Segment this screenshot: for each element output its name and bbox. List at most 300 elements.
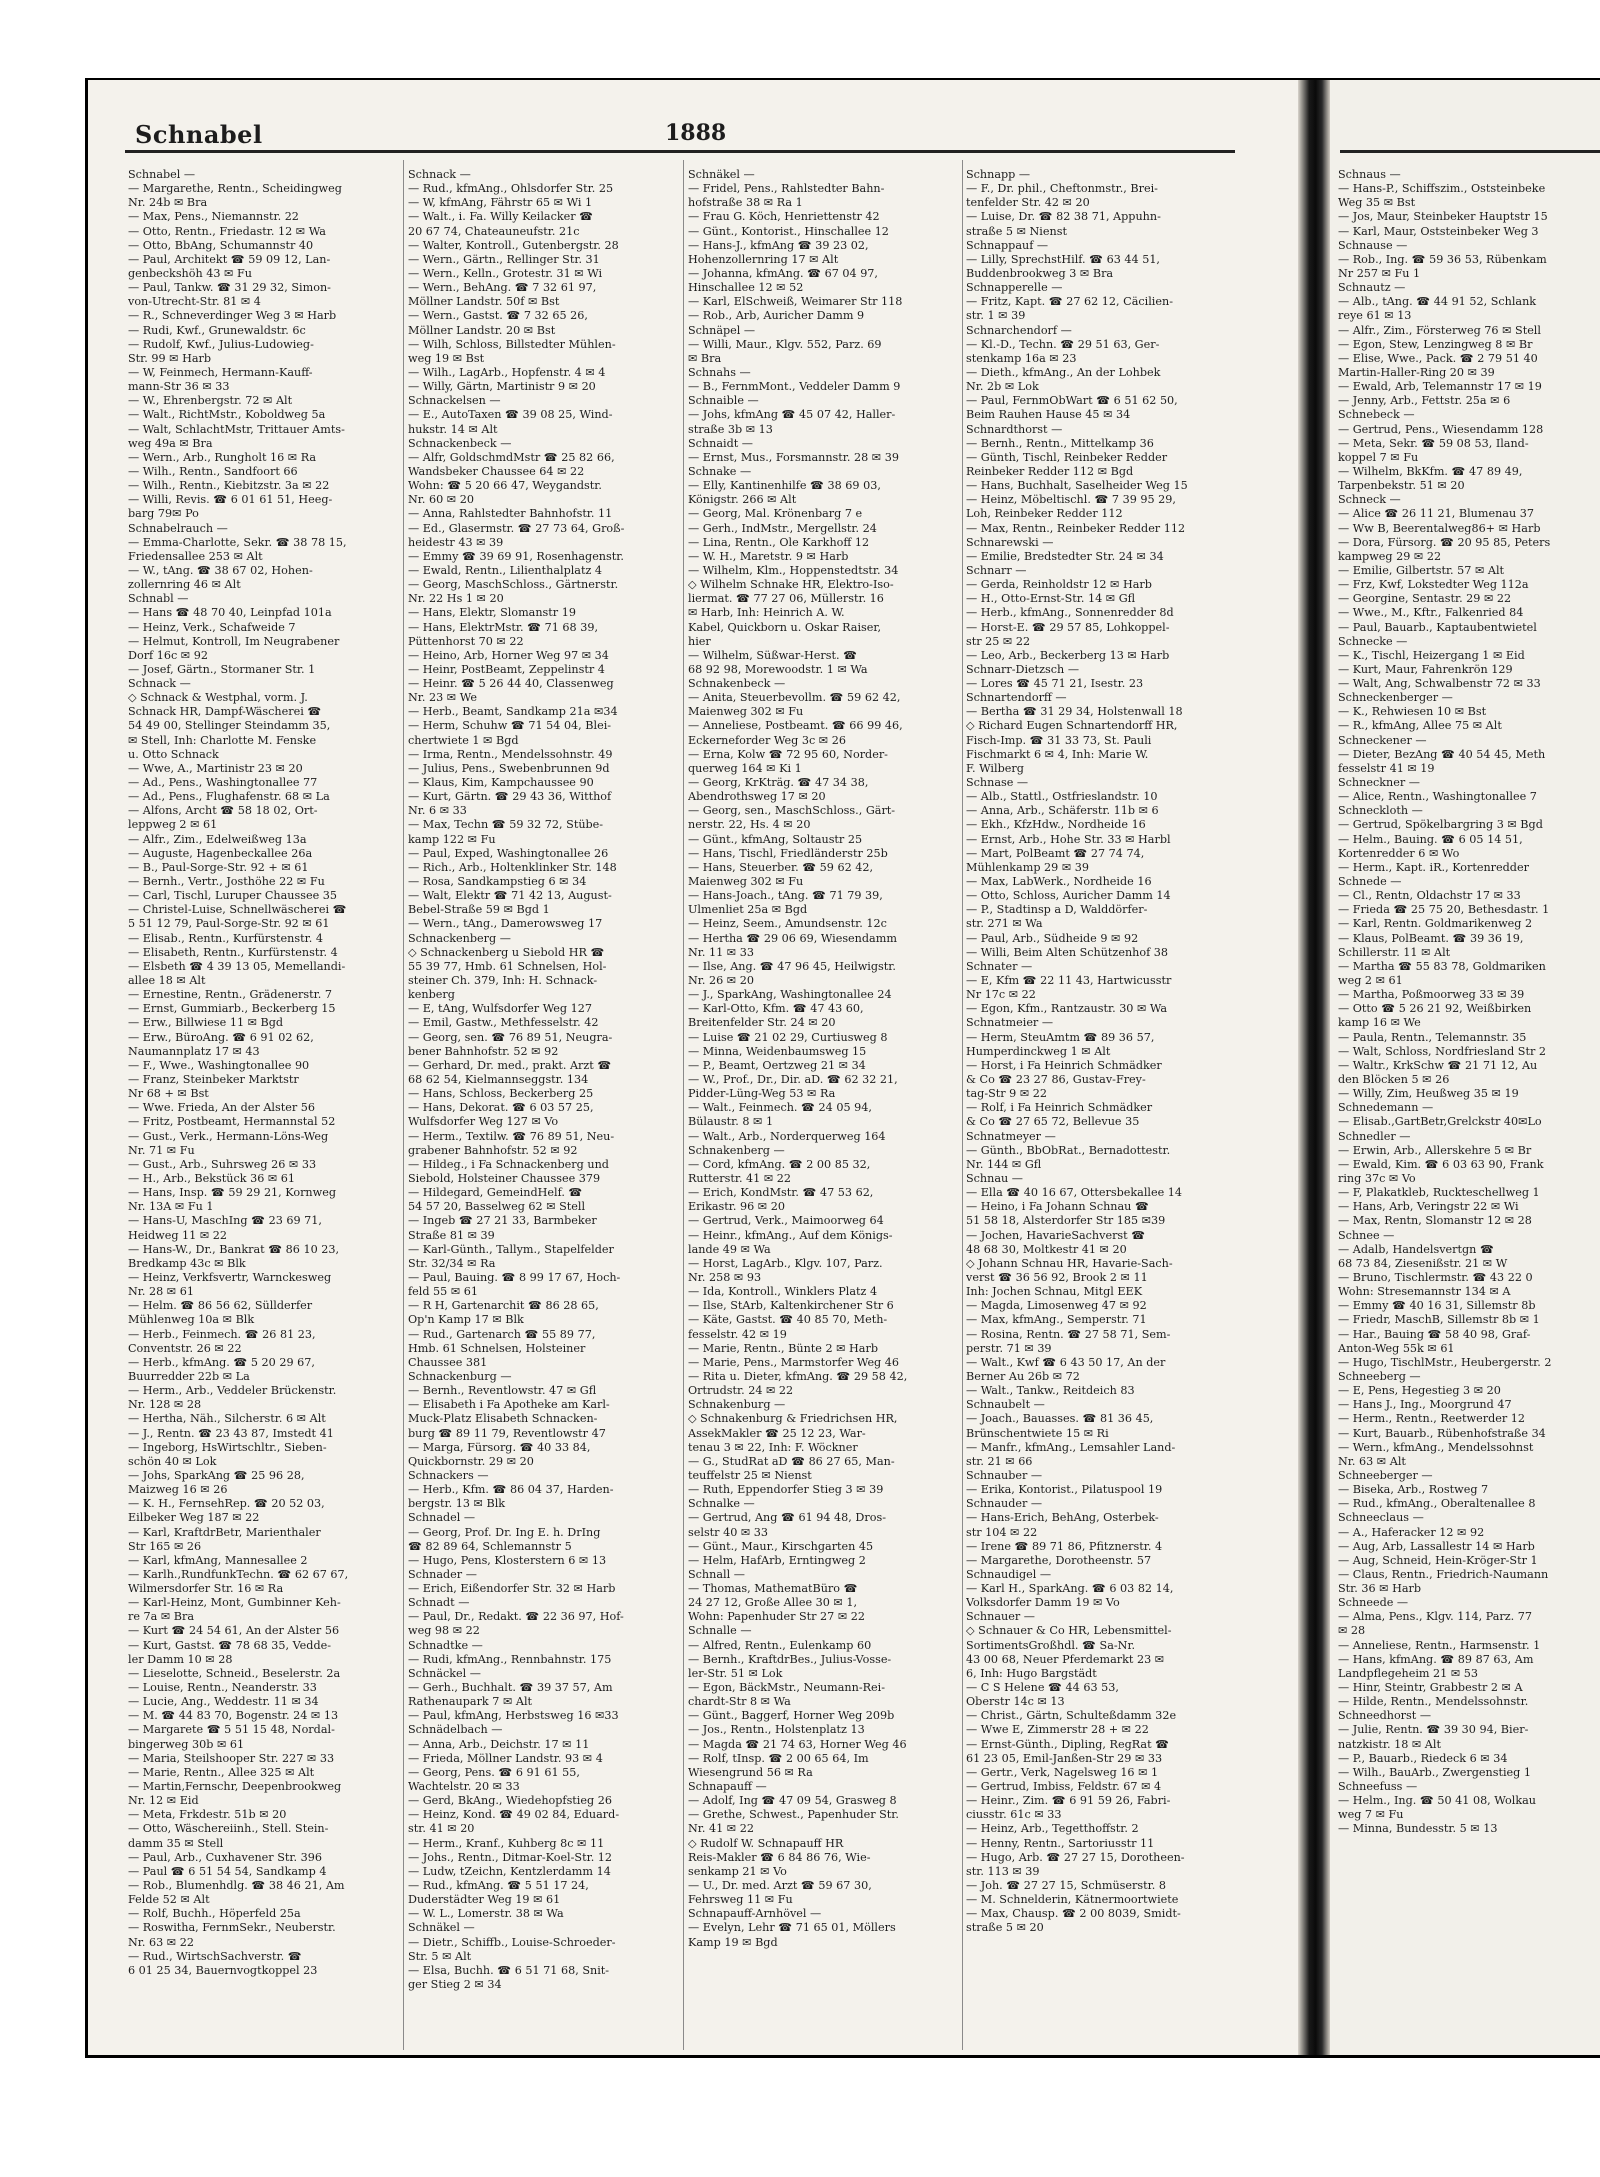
directory-line: — Heinr, PostBeamt, Zeppelinstr 4 [408,662,605,676]
directory-line: — Jochen, HavarieSachverst ☎ [966,1228,1146,1242]
directory-line: chertwiete 1 ✉ Bgd [408,733,519,747]
directory-line: — Marie, Pens., Marmstorfer Weg 46 [688,1355,900,1369]
directory-line: — Ruth, Eppendorfer Stieg 3 ✉ 39 [688,1483,884,1497]
directory-line: — Egon, Kfm., Rantzaustr. 30 ✉ Wa [966,1002,1168,1016]
directory-line: — Ernst, Mus., Forsmannstr. 28 ✉ 39 [688,450,899,464]
directory-line: — Kl.-D., Techn. ☎ 29 51 63, Ger- [966,337,1160,351]
directory-line: Schnadel — [408,1511,476,1525]
directory-line: — Wwe. Frieda, An der Alster 56 [128,1101,315,1115]
directory-line: — E., AutoTaxen ☎ 39 08 25, Wind- [408,408,613,422]
directory-line: Conventstr. 26 ✉ 22 [128,1341,242,1355]
directory-line: — Willi, Beim Alten Schützenhof 38 [966,945,1169,959]
directory-line: — Alfr., Zim., Edelweißweg 13a [128,832,307,846]
directory-line: Chaussee 381 [408,1355,488,1369]
directory-line: tag-Str 9 ✉ 22 [966,1087,1048,1101]
directory-line: — Emil, Gastw., Methfesselstr. 42 [408,1016,599,1030]
directory-line: — Marga, Fürsorg. ☎ 40 33 84, [408,1440,591,1454]
directory-line: — F., Dr. phil., Cheftonmstr., Brei- [966,182,1158,196]
directory-column-1 [128,168,400,1978]
directory-line: — H., Arb., Bekstück 36 ✉ 61 [128,1171,296,1185]
directory-line: teuffelstr 25 ✉ Nienst [688,1468,812,1482]
directory-line: ◇ Schnack & Westphal, vorm. J. [128,691,308,705]
directory-line: — Alfr, GoldschmdMstr ☎ 25 82 66, [408,450,615,464]
directory-line: — Heinz, Möbeltischl. ☎ 7 39 95 29, [966,493,1176,507]
directory-line: Martin-Haller-Ring 20 ✉ 39 [1338,365,1495,379]
directory-line: ◇ Wilhelm Schnake HR, Elektro-Iso- [688,578,894,592]
directory-line: — Heinr., kfmAng., Auf dem Königs- [688,1228,893,1242]
directory-line: Schnarr-Dietzsch — [966,662,1080,676]
directory-line: Schnauder — [966,1497,1043,1511]
directory-line: AssekMakler ☎ 25 12 23, War- [688,1426,866,1440]
directory-line: Mühlenkamp 29 ✉ 39 [966,860,1090,874]
directory-line: — Hinr, Steintr, Grabbestr 2 ✉ A [1338,1681,1523,1695]
directory-line: — Hans-U, MaschIng ☎ 23 69 71, [128,1214,322,1228]
directory-line: Schnahs — [688,365,751,379]
directory-line: Berner Au 26b ✉ 72 [966,1369,1080,1383]
directory-line: weg 19 ✉ Bst [408,351,485,365]
directory-line: Schnäkel — [408,1921,475,1935]
directory-line: Schneede — [1338,1596,1409,1610]
directory-line: Weg 35 ✉ Bst [1338,196,1416,210]
directory-line: — W, Feinmech, Hermann-Kauff- [128,365,313,379]
directory-line: querweg 164 ✉ Ki 1 [688,761,802,775]
directory-line: Str 165 ✉ 26 [128,1539,202,1553]
directory-line: — Anna, Rahlstedter Bahnhofstr. 11 [408,507,613,521]
directory-line: — Wern., Kelln., Grotestr. 31 ✉ Wi [408,266,603,280]
directory-line: 68 92 98, Morewoodstr. 1 ✉ Wa [688,662,868,676]
directory-line: — Willy, Zim, Heußweg 35 ✉ 19 [1338,1087,1519,1101]
directory-line: — Emilie, Gilbertstr. 57 ✉ Alt [1338,563,1505,577]
directory-line: F. Wilberg [966,761,1024,775]
directory-line: — Anneliese, Postbeamt. ☎ 66 99 46, [688,719,903,733]
directory-line: Schnakenberg — [688,1143,785,1157]
directory-line: Wohn: ☎ 5 20 66 47, Weygandstr. [408,479,602,493]
directory-line: ◇ Schnakenburg & Friedrichsen HR, [688,1412,898,1426]
directory-line: Maienweg 302 ✉ Fu [688,705,804,719]
directory-column-3 [688,168,960,1950]
directory-line: — C S Helene ☎ 44 63 53, [966,1681,1119,1695]
directory-line: — Willi, Revis. ☎ 6 01 61 51, Heeg- [128,493,333,507]
directory-line: Schneeberger — [1338,1468,1433,1482]
directory-line: selstr 40 ✉ 33 [688,1525,769,1539]
directory-line: — Maria, Steilshooper Str. 227 ✉ 33 [128,1751,335,1765]
directory-line: — W., Ehrenbergstr. 72 ✉ Alt [128,394,293,408]
page-number: 1888 [665,120,727,146]
directory-line: Schnau — [966,1171,1023,1185]
directory-line: Schnapperelle — [966,281,1063,295]
directory-line: — Rud., kfmAng., Oberaltenallee 8 [1338,1497,1536,1511]
directory-line: Schnaidt — [688,436,753,450]
directory-line: — Karl, ElSchweiß, Weimarer Str 118 [688,295,903,309]
directory-line: Schnabl — [128,592,189,606]
directory-line: Nr. 128 ✉ 28 [128,1398,202,1412]
directory-line: Schnedler — [1338,1129,1411,1143]
directory-line: — Gerhard, Dr. med., prakt. Arzt ☎ [408,1058,612,1072]
directory-line: — Anna, Arb., Schäferstr. 11b ✉ 6 [966,804,1159,818]
directory-line: kenberg [408,988,455,1002]
directory-column-2 [408,168,680,1992]
directory-line: — Rich., Arb., Holtenklinker Str. 148 [408,860,617,874]
directory-line: — Ella ☎ 40 16 67, Ottersbekallee 14 [966,1186,1183,1200]
directory-line: — Gerh., Buchhalt. ☎ 39 37 57, Am [408,1681,613,1695]
directory-line: — Meta, Frkdestr. 51b ✉ 20 [128,1808,287,1822]
directory-line: hier [688,634,711,648]
directory-line: — Gerda, Reinholdstr 12 ✉ Harb [966,578,1152,592]
directory-line: natzkistr. 18 ✉ Alt [1338,1737,1441,1751]
directory-line: — Erna, Kolw ☎ 72 95 60, Norder- [688,747,888,761]
directory-line: bingerweg 30b ✉ 61 [128,1737,245,1751]
directory-line: — B., Paul-Sorge-Str. 92 + ✉ 61 [128,860,309,874]
directory-line: — Georg, MaschSchloss., Gärtnerstr. [408,578,619,592]
directory-line: — E, Kfm ☎ 22 11 43, Hartwicusstr [966,974,1172,988]
directory-line: Nr. 23 ✉ We [408,691,477,705]
directory-line: Wachtelstr. 20 ✉ 33 [408,1780,520,1794]
directory-line: — Kurt, Gastst. ☎ 78 68 35, Vedde- [128,1638,332,1652]
directory-line: Wilmersdorfer Str. 16 ✉ Ra [128,1582,284,1596]
column-divider [403,160,404,2050]
directory-line: — Heinr., Zim. ☎ 6 91 59 26, Fabri- [966,1794,1171,1808]
directory-line: — Paul, Tankw. ☎ 31 29 32, Simon- [128,281,331,295]
directory-line: — R., Schneverdinger Weg 3 ✉ Harb [128,309,337,323]
directory-line: — Egon, BäckMstr., Neumann-Rei- [688,1681,886,1695]
directory-line: Schnartendorff — [966,691,1067,705]
directory-line: — Walt., RichtMstr., Koboldweg 5a [128,408,326,422]
directory-line: — Walter, Kontroll., Gutenbergstr. 28 [408,238,619,252]
directory-line: — Biseka, Arb., Rostweg 7 [1338,1483,1489,1497]
directory-line: — Erwin, Arb., Allerskehre 5 ✉ Br [1338,1143,1532,1157]
directory-line: — Rolf, tInsp. ☎ 2 00 65 64, Im [688,1751,869,1765]
directory-line: 54 49 00, Stellinger Steindamm 35, [128,719,331,733]
directory-line: Schnappauf — [966,238,1049,252]
directory-line: — Roswitha, FernmSekr., Neuberstr. [128,1921,336,1935]
directory-line: Kabel, Quickborn u. Oskar Raiser, [688,620,882,634]
directory-line: — Johs, kfmAng ☎ 45 07 42, Haller- [688,408,896,422]
directory-line: ✉ Harb, Inh: Heinrich A. W. [688,606,845,620]
directory-line: Schnautz — [1338,281,1406,295]
directory-line: Schnause — [1338,238,1408,252]
directory-line: — Max, kfmAng., Semperstr. 71 [966,1313,1147,1327]
directory-line: — Kurt ☎ 24 54 61, An der Alster 56 [128,1624,340,1638]
directory-line: — Heino, Arb, Horner Weg 97 ✉ 34 [408,648,609,662]
directory-line: — Erich, Eißendorfer Str. 32 ✉ Harb [408,1582,616,1596]
directory-line: — Alfr., Zim., Försterweg 76 ✉ Stell [1338,323,1541,337]
directory-line: ring 37c ✉ Vo [1338,1171,1416,1185]
directory-line: — Georg, Mal. Krönenbarg 7 e [688,507,863,521]
directory-line: Wandsbeker Chaussee 64 ✉ 22 [408,464,585,478]
directory-line: str 25 ✉ 22 [966,634,1031,648]
directory-line: Friedensallee 253 ✉ Alt [128,549,263,563]
directory-line: — Ilse, Ang. ☎ 47 96 45, Heilwigstr. [688,959,896,973]
directory-line: — Rosina, Rentn. ☎ 27 58 71, Sem- [966,1327,1171,1341]
directory-line: — Kurt, Bauarb., Rübenhofstraße 34 [1338,1426,1546,1440]
directory-line: — Herm., Textilw. ☎ 76 89 51, Neu- [408,1129,615,1143]
directory-line: grabener Bahnhofstr. 52 ✉ 92 [408,1143,578,1157]
directory-line: — Karl, Maur, Oststeinbeker Weg 3 [1338,224,1539,238]
directory-line: straße 3b ✉ 13 [688,422,773,436]
directory-line: 48 68 30, Moltkestr 41 ✉ 20 [966,1242,1127,1256]
directory-line: Wulfsdorfer Weg 127 ✉ Vo [408,1115,559,1129]
directory-line: Abendrothsweg 17 ✉ 20 [688,790,826,804]
column-divider [683,160,684,2050]
directory-line: — Lieselotte, Schneid., Beselerstr. 2a [128,1666,341,1680]
directory-line: SortimentsGroßhdl. ☎ Sa-Nr. [966,1638,1136,1652]
directory-line: — Hertha ☎ 29 06 69, Wiesendamm [688,931,897,945]
directory-line: — Rob., Arb, Auricher Damm 9 [688,309,865,323]
directory-line: — Georg, sen., MaschSchloss., Gärt- [688,804,896,818]
directory-line: Fehrsweg 11 ✉ Fu [688,1893,793,1907]
directory-line: — Hugo, Arb. ☎ 27 27 15, Dorotheen- [966,1850,1185,1864]
directory-line: — Horst, LagArb., Klgv. 107, Parz. [688,1256,883,1270]
directory-line: — Leo, Arb., Beckerberg 13 ✉ Harb [966,648,1170,662]
directory-line: — Joach., Bauasses. ☎ 81 36 45, [966,1412,1154,1426]
directory-line: — Julius, Pens., Swebenbrunnen 9d [408,761,610,775]
directory-line: Schnapp — [966,168,1031,181]
directory-line: — Paul, Dr., Redakt. ☎ 22 36 97, Hof- [408,1610,624,1624]
directory-line: Pidder-Lüng-Weg 53 ✉ Ra [688,1087,836,1101]
directory-line: ☎ 82 89 64, Schlemannstr 5 [408,1539,572,1553]
directory-line: — Günt., Kontorist., Hinschallee 12 [688,224,889,238]
directory-line: — Herb., Feinmech. ☎ 26 81 23, [128,1327,316,1341]
directory-line: — Paul, Bauing. ☎ 8 99 17 67, Hoch- [408,1270,621,1284]
directory-line: — Elisabeth, Rentn., Kurfürstenstr. 4 [128,945,338,959]
directory-line: — Günt., Baggerf, Horner Weg 209b [688,1709,895,1723]
directory-line: bergstr. 13 ✉ Blk [408,1497,506,1511]
directory-line: Schneeberg — [1338,1369,1421,1383]
directory-line: — Elsbeth ☎ 4 39 13 05, Memellandi- [128,959,346,973]
directory-line: Anton-Weg 55k ✉ 61 [1338,1341,1455,1355]
directory-line: Schnauer — [966,1610,1035,1624]
directory-line: — Grethe, Schwest., Papenhuder Str. [688,1808,899,1822]
directory-line: — Hans, Arb, Veringstr 22 ✉ Wi [1338,1200,1519,1214]
directory-line: — F, Plakatkleb, Ruckteschellweg 1 [1338,1186,1540,1200]
directory-line: fesselstr 41 ✉ 19 [1338,761,1435,775]
directory-line: ◇ Johann Schnau HR, Havarie-Sach- [966,1256,1173,1270]
directory-line: — K., Tischl, Heizergang 1 ✉ Eid [1338,648,1525,662]
directory-line: Maienweg 302 ✉ Fu [688,875,804,889]
directory-line: Nr. 28 ✉ 61 [128,1285,194,1299]
directory-line: — Hans, ElektrMstr. ☎ 71 68 39, [408,620,599,634]
directory-line: Hinschallee 12 ✉ 52 [688,281,804,295]
directory-line: — Thomas, MathematBüro ☎ [688,1582,858,1596]
directory-line: — Heino, i Fa Johann Schnau ☎ [966,1200,1149,1214]
directory-line: — Karl-Otto, Kfm. ☎ 47 43 60, [688,1002,864,1016]
directory-line: nerstr. 22, Hs. 4 ✉ 20 [688,818,811,832]
directory-line: — Hugo, Pens, Klosterstern 6 ✉ 13 [408,1553,607,1567]
directory-line: — Rolf, i Fa Heinrich Schmädker [966,1101,1153,1115]
directory-line: — Klaus, PolBeamt. ☎ 39 36 19, [1338,931,1524,945]
directory-line: Bredkamp 43c ✉ Blk [128,1256,246,1270]
directory-line: — Bernh., Vertr., Josthöhe 22 ✉ Fu [128,875,325,889]
directory-line: Kamp 19 ✉ Bgd [688,1935,778,1949]
directory-line: ◇ Rudolf W. Schnapauff HR [688,1836,844,1850]
directory-line: — Dora, Fürsorg. ☎ 20 95 85, Peters [1338,535,1551,549]
directory-line: 68 73 84, Ziesenißstr. 21 ✉ W [1338,1256,1508,1270]
directory-line: — Herm., Kranf., Kuhberg 8c ✉ 11 [408,1836,605,1850]
directory-line: — Egon, Stew, Lenzingweg 8 ✉ Br [1338,337,1533,351]
directory-line: — Marie, Rentn., Allee 325 ✉ Alt [128,1765,315,1779]
directory-line: Buurredder 22b ✉ La [128,1369,250,1383]
directory-line: Schnackelsen — [408,394,501,408]
directory-line: Op'n Kamp 17 ✉ Blk [408,1313,524,1327]
directory-line: — Walt, SchlachtMstr, Trittauer Amts- [128,422,345,436]
directory-line: weg 98 ✉ 22 [408,1624,480,1638]
directory-line: 54 57 20, Basselweg 62 ✉ Stell [408,1200,586,1214]
directory-line: — Frieda, Möllner Landstr. 93 ✉ 4 [408,1751,603,1765]
directory-line: — Dietr., Schiffb., Louise-Schroeder- [408,1935,616,1949]
directory-line: — B., FernmMont., Veddeler Damm 9 [688,380,901,394]
directory-line: — Walt., Feinmech. ☎ 24 05 94, [688,1101,872,1115]
directory-line: Schnebeck — [1338,408,1415,422]
directory-line: 51 58 18, Alsterdorfer Str 185 ✉39 [966,1214,1166,1228]
directory-line: schön 40 ✉ Lok [128,1454,217,1468]
directory-line: Reis-Makler ☎ 6 84 86 76, Wie- [688,1850,871,1864]
directory-line: — Lilly, SprechstHilf. ☎ 63 44 51, [966,252,1160,266]
directory-line: 24 27 12, Große Allee 30 ✉ 1, [688,1596,858,1610]
directory-line: Quickbornstr. 29 ✉ 20 [408,1454,534,1468]
directory-line: — Margarete ☎ 5 51 15 48, Nordal- [128,1723,335,1737]
directory-line: — Herb., Kfm. ☎ 86 04 37, Harden- [408,1483,614,1497]
directory-line: Wiesengrund 56 ✉ Ra [688,1765,813,1779]
directory-line: — Helmut, Kontroll, Im Neugrabener [128,634,340,648]
directory-column-4 [966,168,1256,1936]
directory-line: — Ad., Pens., Washingtonallee 77 [128,776,318,790]
directory-line: zollernring 46 ✉ Alt [128,578,241,592]
directory-line: Nr. 144 ✉ Gfl [966,1157,1042,1171]
directory-line: — Rud., Gartenarch ☎ 55 89 77, [408,1327,596,1341]
directory-line: Nr. 11 ✉ 33 [688,945,754,959]
scan-top-margin [0,0,1600,80]
directory-line: 6, Inh: Hugo Bargstädt [966,1666,1097,1680]
directory-line: — Heinz, Verk., Schafweide 7 [128,620,296,634]
directory-line: — P., Beamt, Oertzweg 21 ✉ 34 [688,1058,866,1072]
directory-line: — Hans, Tischl, Friedländerstr 25b [688,846,888,860]
directory-line: Schnadt — [408,1596,470,1610]
directory-line: Eilbeker Weg 187 ✉ 22 [128,1511,260,1525]
directory-line: — Josef, Gärtn., Stormaner Str. 1 [128,662,316,676]
directory-line: — Adolf, Ing ☎ 47 09 54, Grasweg 8 [688,1794,897,1808]
directory-line: — Wwe., M., Kftr., Falkenried 84 [1338,606,1524,620]
directory-line: — Bernh., Rentn., Mittelkamp 36 [966,436,1154,450]
directory-line: — Kurt, Gärtn. ☎ 29 43 36, Witthof [408,790,612,804]
directory-line: Schnarewski — [966,535,1054,549]
directory-line: Inh: Jochen Schnau, Mitgl EEK [966,1285,1143,1299]
directory-line: — J., SparkAng, Washingtonallee 24 [688,988,892,1002]
directory-line: — U., Dr. med. Arzt ☎ 59 67 30, [688,1879,872,1893]
directory-line: — Hans-Joach., tAng. ☎ 71 79 39, [688,889,883,903]
directory-line: Schnader — [408,1567,477,1581]
directory-line: — Elisab.,GartBetr,Grelckstr 40✉Lo [1338,1115,1542,1129]
directory-line: steiner Ch. 379, Inh: H. Schnack- [408,974,598,988]
directory-line: — Wilh., Rentn., Sandfoort 66 [128,464,298,478]
directory-line: Schnäckel — [408,1666,481,1680]
directory-line: damm 35 ✉ Stell [128,1836,224,1850]
directory-line: — Rita u. Dieter, kfmAng. ☎ 29 58 42, [688,1369,908,1383]
directory-line: — Rudolf, Kwf., Julius-Ludowieg- [128,337,314,351]
directory-line: — Ernst-Günth., Dipling, RegRat ☎ [966,1737,1170,1751]
directory-line: — Georg, sen. ☎ 76 89 51, Neugra- [408,1030,613,1044]
directory-line: — Walt., i. Fa. Willy Keilacker ☎ [408,210,594,224]
directory-line: — Claus, Rentn., Friedrich-Naumann [1338,1567,1549,1581]
directory-line: — Ingeb ☎ 27 21 33, Barmbeker [408,1214,597,1228]
directory-line: Schnaudigel — [966,1567,1052,1581]
directory-line: Naumannplatz 17 ✉ 43 [128,1044,260,1058]
directory-line: — Karl, kfmAng, Mannesallee 2 [128,1553,308,1567]
directory-line: — Max, Rentn., Reinbeker Redder 112 [966,521,1186,535]
directory-line: Bülaustr. 8 ✉ 1 [688,1115,774,1129]
directory-line: stenkamp 16a ✉ 23 [966,351,1077,365]
directory-line: — Margarethe, Rentn., Scheidingweg [128,182,342,196]
directory-line: — Waltr., KrkSchw ☎ 21 71 12, Au [1338,1058,1538,1072]
directory-line: Schnaubelt — [966,1398,1045,1412]
directory-line: Schnarr — [966,563,1027,577]
header-rule-right [1340,150,1600,153]
directory-line: — Gust., Verk., Hermann-Löns-Weg [128,1129,329,1143]
directory-line: — Hans, Steuerber. ☎ 59 62 42, [688,860,874,874]
directory-line: — Wern., BehAng. ☎ 7 32 61 97, [408,281,597,295]
directory-line: — Käte, Gastst. ☎ 40 85 70, Meth- [688,1313,888,1327]
directory-line: ✉ Bra [688,351,722,365]
directory-line: — Anita, Steuerbevollm. ☎ 59 62 42, [688,691,901,705]
directory-line: — Anneliese, Rentn., Harmsenstr. 1 [1338,1638,1541,1652]
directory-line: — Heinz, Kond. ☎ 49 02 84, Eduard- [408,1808,620,1822]
directory-line: — E, tAng, Wulfsdorfer Weg 127 [408,1002,592,1016]
directory-line: — A., Haferacker 12 ✉ 92 [1338,1525,1485,1539]
directory-line: — Rudi, kfmAng., Rennbahnstr. 175 [408,1652,612,1666]
directory-line: — Elsa, Buchh. ☎ 6 51 71 68, Snit- [408,1963,610,1977]
directory-line: Volksdorfer Damm 19 ✉ Vo [966,1596,1120,1610]
directory-line: Hohenzollernring 17 ✉ Alt [688,252,839,266]
directory-line: Breitenfelder Str. 24 ✉ 20 [688,1016,836,1030]
directory-line: — Aug, Arb, Lassallestr 14 ✉ Harb [1338,1539,1535,1553]
directory-line: straße 5 ✉ 20 [966,1921,1044,1935]
directory-line: — Rudi, Kwf., Grunewaldstr. 6c [128,323,306,337]
directory-line: — Georg, Pens. ☎ 6 91 61 55, [408,1765,580,1779]
directory-line: — Otto, BbAng, Schumannstr 40 [128,238,314,252]
directory-line: — Minna, Weidenbaumsweg 15 [688,1044,867,1058]
directory-line: — Wilhelm, Süßwar-Herst. ☎ [688,648,858,662]
directory-line: — Emma-Charlotte, Sekr. ☎ 38 78 15, [128,535,347,549]
directory-line: Buddenbrookweg 3 ✉ Bra [966,266,1114,280]
directory-line: — Karl-Heinz, Mont, Gumbinner Keh- [128,1596,341,1610]
directory-line: — Rolf, Buchh., Höperfeld 25a [128,1907,301,1921]
directory-line: — Klaus, Kim, Kampchaussee 90 [408,776,594,790]
directory-line: — Alfred, Rentn., Eulenkamp 60 [688,1638,872,1652]
directory-line: — Max, Pens., Niemannstr. 22 [128,210,299,224]
directory-line: Schnatmeyer — [966,1129,1056,1143]
directory-line: 61 23 05, Emil-Janßen-Str 29 ✉ 33 [966,1751,1163,1765]
directory-line: — Günt., Maur., Kirschgarten 45 [688,1539,874,1553]
directory-line: Schnabel — [128,168,196,181]
directory-line: Mühlenweg 10a ✉ Blk [128,1313,255,1327]
directory-line: Nr 68 + ✉ Bst [128,1087,209,1101]
directory-line: Schnalle — [688,1624,752,1638]
directory-line: — Herb., Beamt, Sandkamp 21a ✉34 [408,705,618,719]
directory-line: perstr. 71 ✉ 39 [966,1341,1052,1355]
directory-line: tenfelder Str. 42 ✉ 20 [966,196,1090,210]
directory-line: — Alice, Rentn., Washingtonallee 7 [1338,790,1537,804]
directory-line: Möllner Landstr. 20 ✉ Bst [408,323,556,337]
directory-line: — Paula, Rentn., Telemannstr. 35 [1338,1030,1527,1044]
directory-line: — Erich, KondMstr. ☎ 47 53 62, [688,1186,874,1200]
directory-line: Schnädelbach — [408,1723,503,1737]
directory-line: 55 39 77, Hmb. 61 Schnelsen, Hol- [408,959,607,973]
directory-line: weg 2 ✉ 61 [1338,974,1403,988]
directory-line: — Wwe, A., Martinistr 23 ✉ 20 [128,761,303,775]
directory-line: Tarpenbekstr. 51 ✉ 20 [1338,479,1465,493]
directory-line: — Karl, KraftdrBetr, Marienthaler [128,1525,321,1539]
directory-line: — Emmy ☎ 39 69 91, Rosenhagenstr. [408,549,624,563]
directory-line: Schnackenburg — [408,1369,512,1383]
